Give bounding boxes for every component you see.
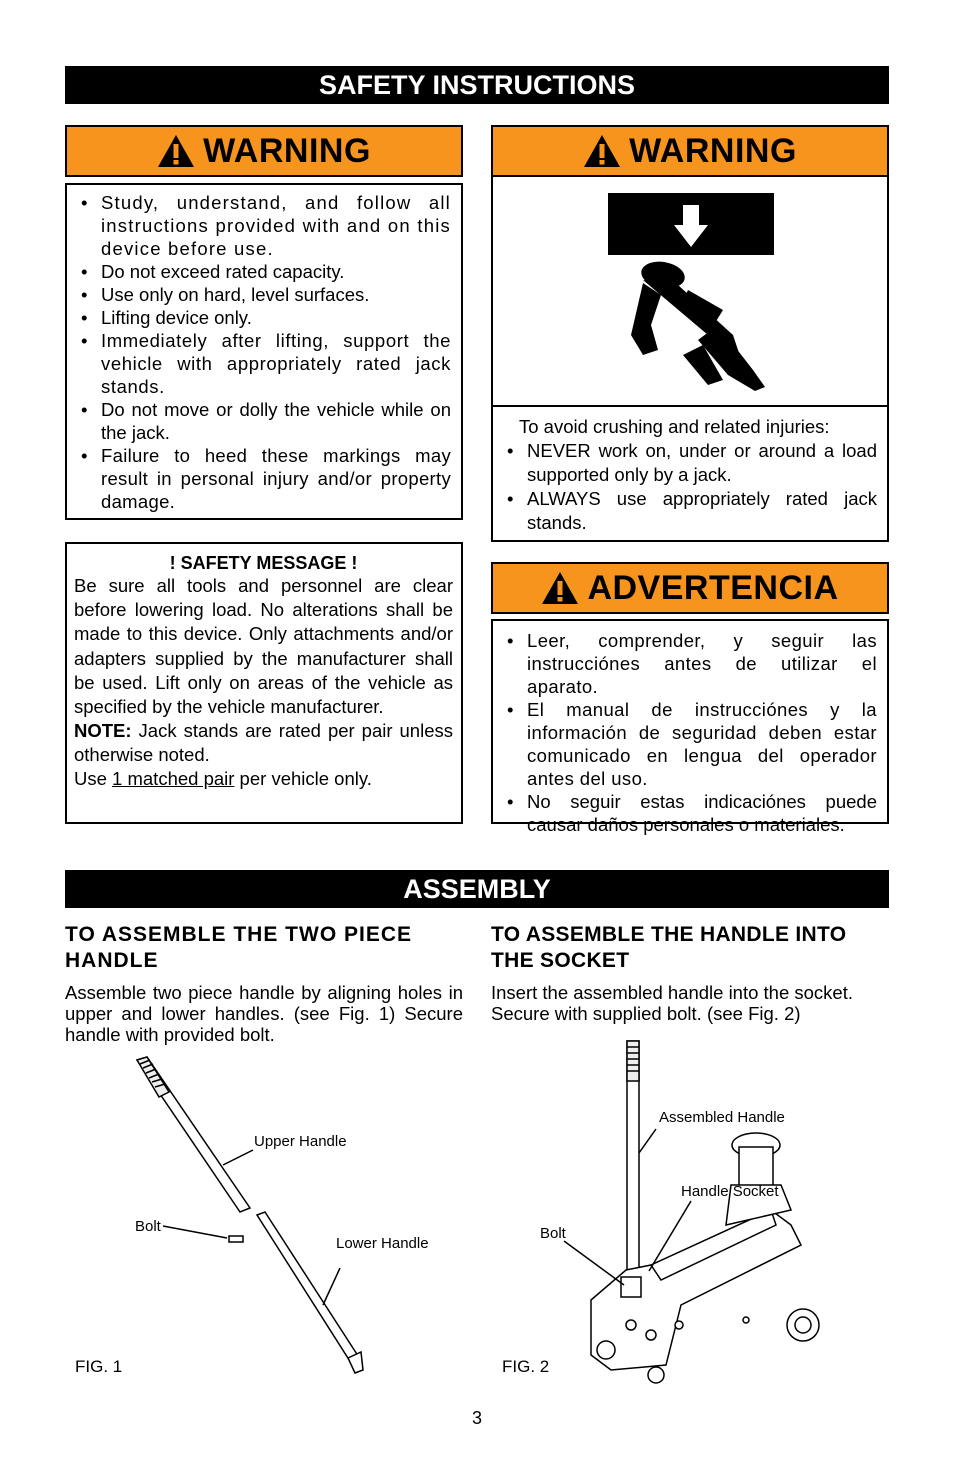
advertencia-header	[491, 562, 889, 614]
advertencia-box	[491, 619, 889, 835]
safety-message-use	[74, 767, 453, 791]
advertencia-item: • Leer, comprender, y seguir las instrucciónes antes de utilizar el aparato.	[503, 629, 877, 698]
safety-message-body: Be sure all tools and personnel are clear before lowering load. No alterations shall be made to this device. Only attachments and/or adapters supplied by the manufacturer shall be used. Lift only on areas of the vehicle as specified by the vehicle manufacturer.	[74, 575, 453, 718]
assembly-left-heading: TO ASSEMBLE THE TWO PIECE HANDLE	[65, 923, 413, 972]
fig2-caption: FIG. 2	[502, 1357, 550, 1376]
warning-right-header	[491, 125, 889, 177]
warning-left-item: • Do not exceed rated capacity.	[77, 260, 451, 283]
label-upper-handle: Upper Handle	[254, 1133, 347, 1150]
assembly-title: ASSEMBLY	[65, 870, 889, 908]
use-underlined: 1 matched pair	[112, 768, 235, 790]
label-handle-socket: Handle Socket	[681, 1183, 779, 1200]
fig1-caption: FIG. 1	[75, 1357, 123, 1376]
assembly-left-text: Assemble two piece handle by aligning holes in upper and lower handles. (see Fig. 1) Secure handle with provided bolt.	[65, 982, 463, 1045]
warning-right-intro: To avoid crushing and related injuries:	[519, 416, 830, 437]
label-lower-handle: Lower Handle	[336, 1235, 429, 1252]
warning-right-item: • ALWAYS use appropriately rated jack stands.	[503, 487, 877, 535]
warning-left-item: • Use only on hard, level surfaces.	[77, 283, 451, 306]
warning-left-item: • Failure to heed these markings may result in personal injury and/or property damage.	[77, 444, 451, 513]
crush-pictogram-box	[491, 175, 889, 407]
fig2-jack-drawing	[491, 1035, 891, 1385]
warning-right-box	[491, 405, 889, 542]
warning-triangle-icon	[541, 570, 579, 606]
safety-message-note	[74, 719, 453, 767]
warning-left-item: • Study, understand, and follow all instructions provided with and on this device before use.	[77, 191, 451, 260]
assembly-right-heading: TO ASSEMBLE THE HANDLE INTO THE SOCKET	[491, 923, 847, 972]
warning-triangle-icon	[583, 133, 621, 169]
label-bolt-fig1: Bolt	[135, 1218, 161, 1235]
assembly-right-text: Insert the assembled handle into the socket. Secure with supplied bolt. (see Fig. 2)	[491, 982, 853, 1024]
fig1-handle-drawing	[65, 1050, 465, 1390]
note-label: NOTE:	[74, 720, 132, 742]
page-number: 3	[471, 1408, 482, 1428]
safety-instructions-title: SAFETY INSTRUCTIONS	[65, 66, 889, 104]
advertencia-heading: ADVERTENCIA	[587, 568, 839, 607]
warning-left-list	[77, 191, 451, 513]
warning-left-item: • Immediately after lifting, support the vehicle with appropriately rated jack stands.	[77, 329, 451, 398]
warning-left-item: • Do not move or dolly the vehicle while on the jack.	[77, 398, 451, 444]
advertencia-list	[503, 629, 877, 836]
warning-left-item: • Lifting device only.	[77, 306, 451, 329]
warning-right-item: • NEVER work on, under or around a load supported only by a jack.	[503, 439, 877, 487]
advertencia-item: • No seguir estas indicaciónes puede causar daños personales o materiales.	[503, 790, 877, 836]
safety-message-title: ! SAFETY MESSAGE !	[169, 553, 358, 573]
warning-left-heading: WARNING	[203, 131, 371, 170]
warning-right-list	[503, 439, 877, 535]
crush-hazard-icon	[493, 175, 887, 403]
label-bolt-fig2: Bolt	[540, 1225, 566, 1242]
warning-left-header	[65, 125, 463, 177]
use-prefix: Use	[74, 768, 113, 790]
warning-triangle-icon	[157, 133, 195, 169]
use-suffix: per vehicle only.	[234, 768, 372, 790]
warning-right-heading: WARNING	[629, 131, 797, 170]
warning-left-box	[65, 183, 463, 520]
advertencia-item: • El manual de instrucciónes y la información de seguridad deben estar comunicado en lengua del operador antes del uso.	[503, 698, 877, 790]
note-text: Jack stands are rated per pair unless otherwise noted.	[74, 720, 453, 766]
safety-message-box	[65, 542, 463, 824]
label-assembled-handle: Assembled Handle	[659, 1109, 785, 1126]
